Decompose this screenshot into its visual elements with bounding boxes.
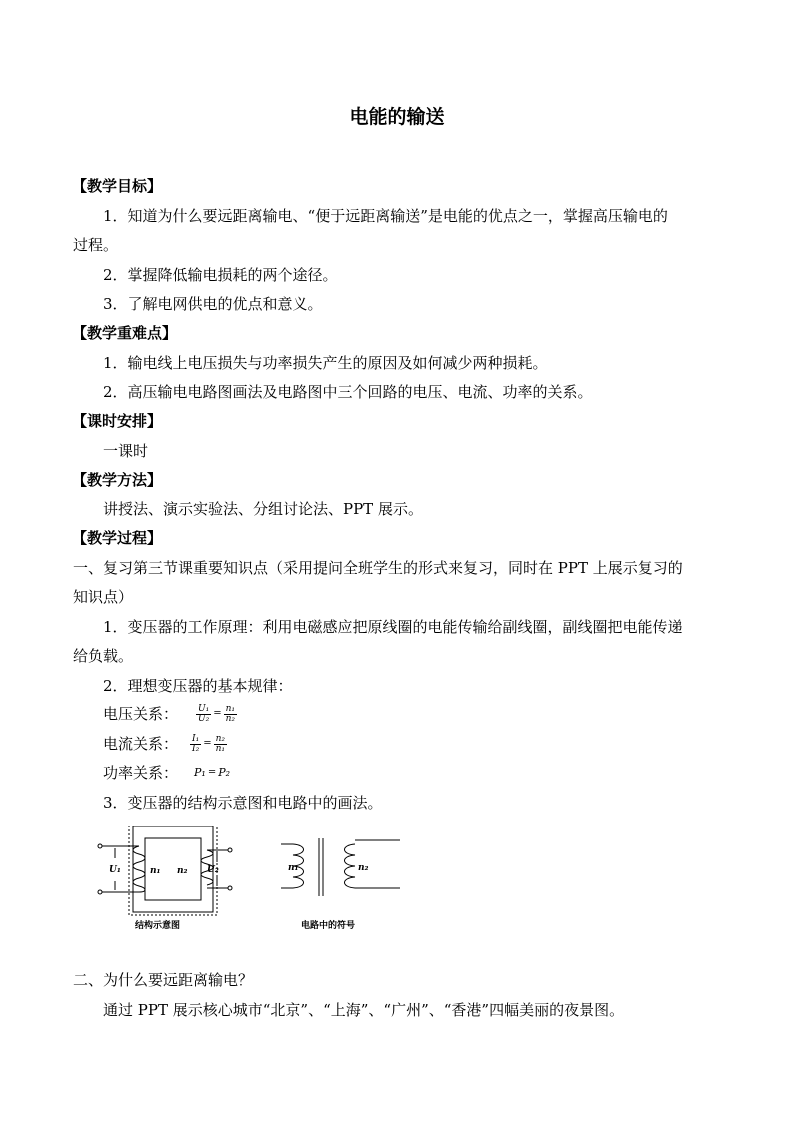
part2-title: 二、为什么要远距离输电？ xyxy=(73,971,254,989)
voltage-lhs-fraction xyxy=(196,705,211,724)
current-lhs-fraction xyxy=(190,735,201,754)
u1-label: U₁ xyxy=(109,865,121,875)
goal-item-2: 2．掌握降低输电损耗的两个途径。 xyxy=(103,266,338,284)
symbol-secondary-coil xyxy=(345,844,356,888)
voltage-rhs-fraction xyxy=(224,705,237,724)
current-lhs-den: I₂ xyxy=(192,743,200,754)
structure-caption: 结构示意图 xyxy=(135,921,181,931)
symbol-n1-label: n₁ xyxy=(288,863,299,873)
principle-line2: 给负载。 xyxy=(73,647,134,665)
goals-heading: 【教学目标】 xyxy=(72,177,163,195)
core-dashed xyxy=(129,826,217,915)
current-rhs-den: n₁ xyxy=(215,743,225,754)
power-label: 功率关系： xyxy=(103,764,179,782)
u2-label: U₂ xyxy=(207,865,219,875)
current-rhs-num: n₂ xyxy=(215,733,225,744)
primary-coil xyxy=(133,846,145,892)
symbol-caption: 电路中的符号 xyxy=(301,921,356,931)
n1-label: n₁ xyxy=(150,866,161,876)
voltage-lhs-num: U₁ xyxy=(198,703,210,714)
voltage-rhs-den: n₂ xyxy=(225,713,236,724)
current-relation-row xyxy=(103,734,723,754)
goal-item-1-cont: 过程。 xyxy=(73,236,119,254)
methods-heading: 【教学方法】 xyxy=(72,471,163,489)
current-rhs-fraction xyxy=(214,735,227,754)
page-title: 电能的输送 xyxy=(349,106,445,128)
process-part1-line1: 一、复习第三节课重要知识点（采用提问全班学生的形式来复习，同时在 PPT 上展示复习的 xyxy=(73,559,683,577)
methods-text: 讲授法、演示实验法、分组讨论法、PPT 展示。 xyxy=(103,500,423,518)
part2-text: 通过 PPT 展示核心城市“北京”、“上海”、“广州”、“香港”四幅美丽的夜景图。 xyxy=(103,1001,625,1019)
process-heading: 【教学过程】 xyxy=(72,529,163,547)
power-lhs: P₁ xyxy=(194,766,206,779)
voltage-lhs-den: U₂ xyxy=(198,713,210,724)
laws-title: 2．理想变压器的基本规律： xyxy=(103,677,293,695)
schedule-heading: 【课时安排】 xyxy=(72,412,163,430)
voltage-rhs-num: n₁ xyxy=(225,703,236,714)
voltage-relation-row xyxy=(103,704,723,724)
symbol-n2-label: n₂ xyxy=(358,863,369,873)
power-eq: = xyxy=(207,767,217,778)
goal-item-3: 3．了解电网供电的优点和意义。 xyxy=(103,295,323,313)
current-eq: = xyxy=(203,738,212,749)
key-point-1: 1．输电线上电压损失与功率损失产生的原因及如何减少两种损耗。 xyxy=(103,354,548,372)
n2-label: n₂ xyxy=(177,866,188,876)
process-part1-line2: 知识点） xyxy=(73,588,134,606)
transformer-diagram xyxy=(95,826,415,938)
voltage-eq: = xyxy=(213,708,222,719)
power-rhs: P₂ xyxy=(218,766,231,779)
current-lhs-num: I₁ xyxy=(192,733,200,744)
current-label: 电流关系： xyxy=(103,735,179,753)
key-points-heading: 【教学重难点】 xyxy=(72,324,178,342)
goal-item-1: 1．知道为什么要远距离输电、“便于远距离输送”是电能的优点之一，掌握高压输电的 xyxy=(103,207,668,225)
schedule-text: 一课时 xyxy=(103,442,149,460)
key-point-2: 2．高压输电电路图画法及电路图中三个回路的电压、电流、功率的关系。 xyxy=(103,383,593,401)
voltage-label: 电压关系： xyxy=(103,705,179,723)
principle-line1: 1．变压器的工作原理：利用电磁感应把原线圈的电能传输给副线圈，副线圈把电能传递 xyxy=(103,618,683,636)
structure-title: 3．变压器的结构示意图和电路中的画法。 xyxy=(103,794,383,812)
power-relation-row xyxy=(103,763,723,783)
